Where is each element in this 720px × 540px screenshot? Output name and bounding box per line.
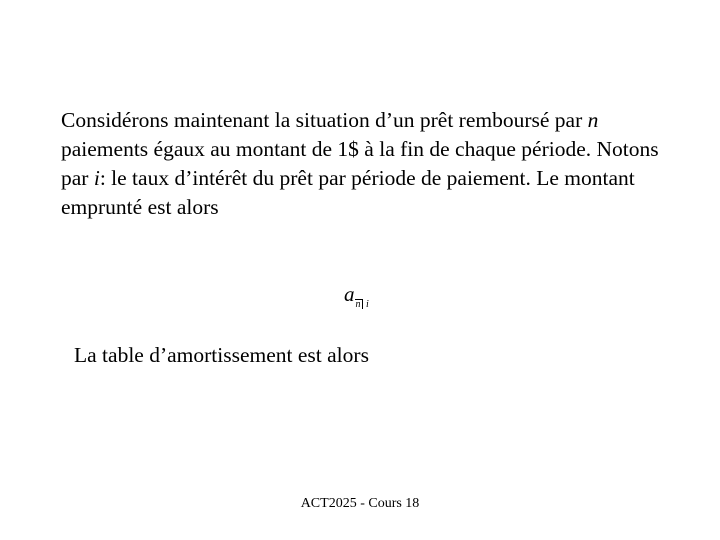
- formula-base: a: [344, 282, 355, 306]
- slide-footer: ACT2025 - Cours 18: [300, 496, 420, 511]
- formula-sub-i: i: [366, 299, 370, 310]
- intro-paragraph: [61, 106, 671, 222]
- paragraph-text-1: Considérons maintenant la situation d’un prêt remboursé par: [61, 108, 588, 132]
- paragraph-text-3: : le taux d’intérêt du prêt par période de paiement. Le montant emprunté est alors: [61, 166, 635, 219]
- variable-i: i: [93, 166, 100, 190]
- formula-subscript: [355, 299, 370, 310]
- paragraph-text-2: paiements égaux au montant de 1$ à la fin de chaque période. Notons par: [61, 137, 659, 190]
- annuity-formula: [344, 282, 369, 317]
- variable-n: n: [587, 108, 599, 132]
- formula-angle-n: n: [355, 299, 361, 310]
- amortization-table-text: La table d’amortissement est alors: [74, 343, 369, 367]
